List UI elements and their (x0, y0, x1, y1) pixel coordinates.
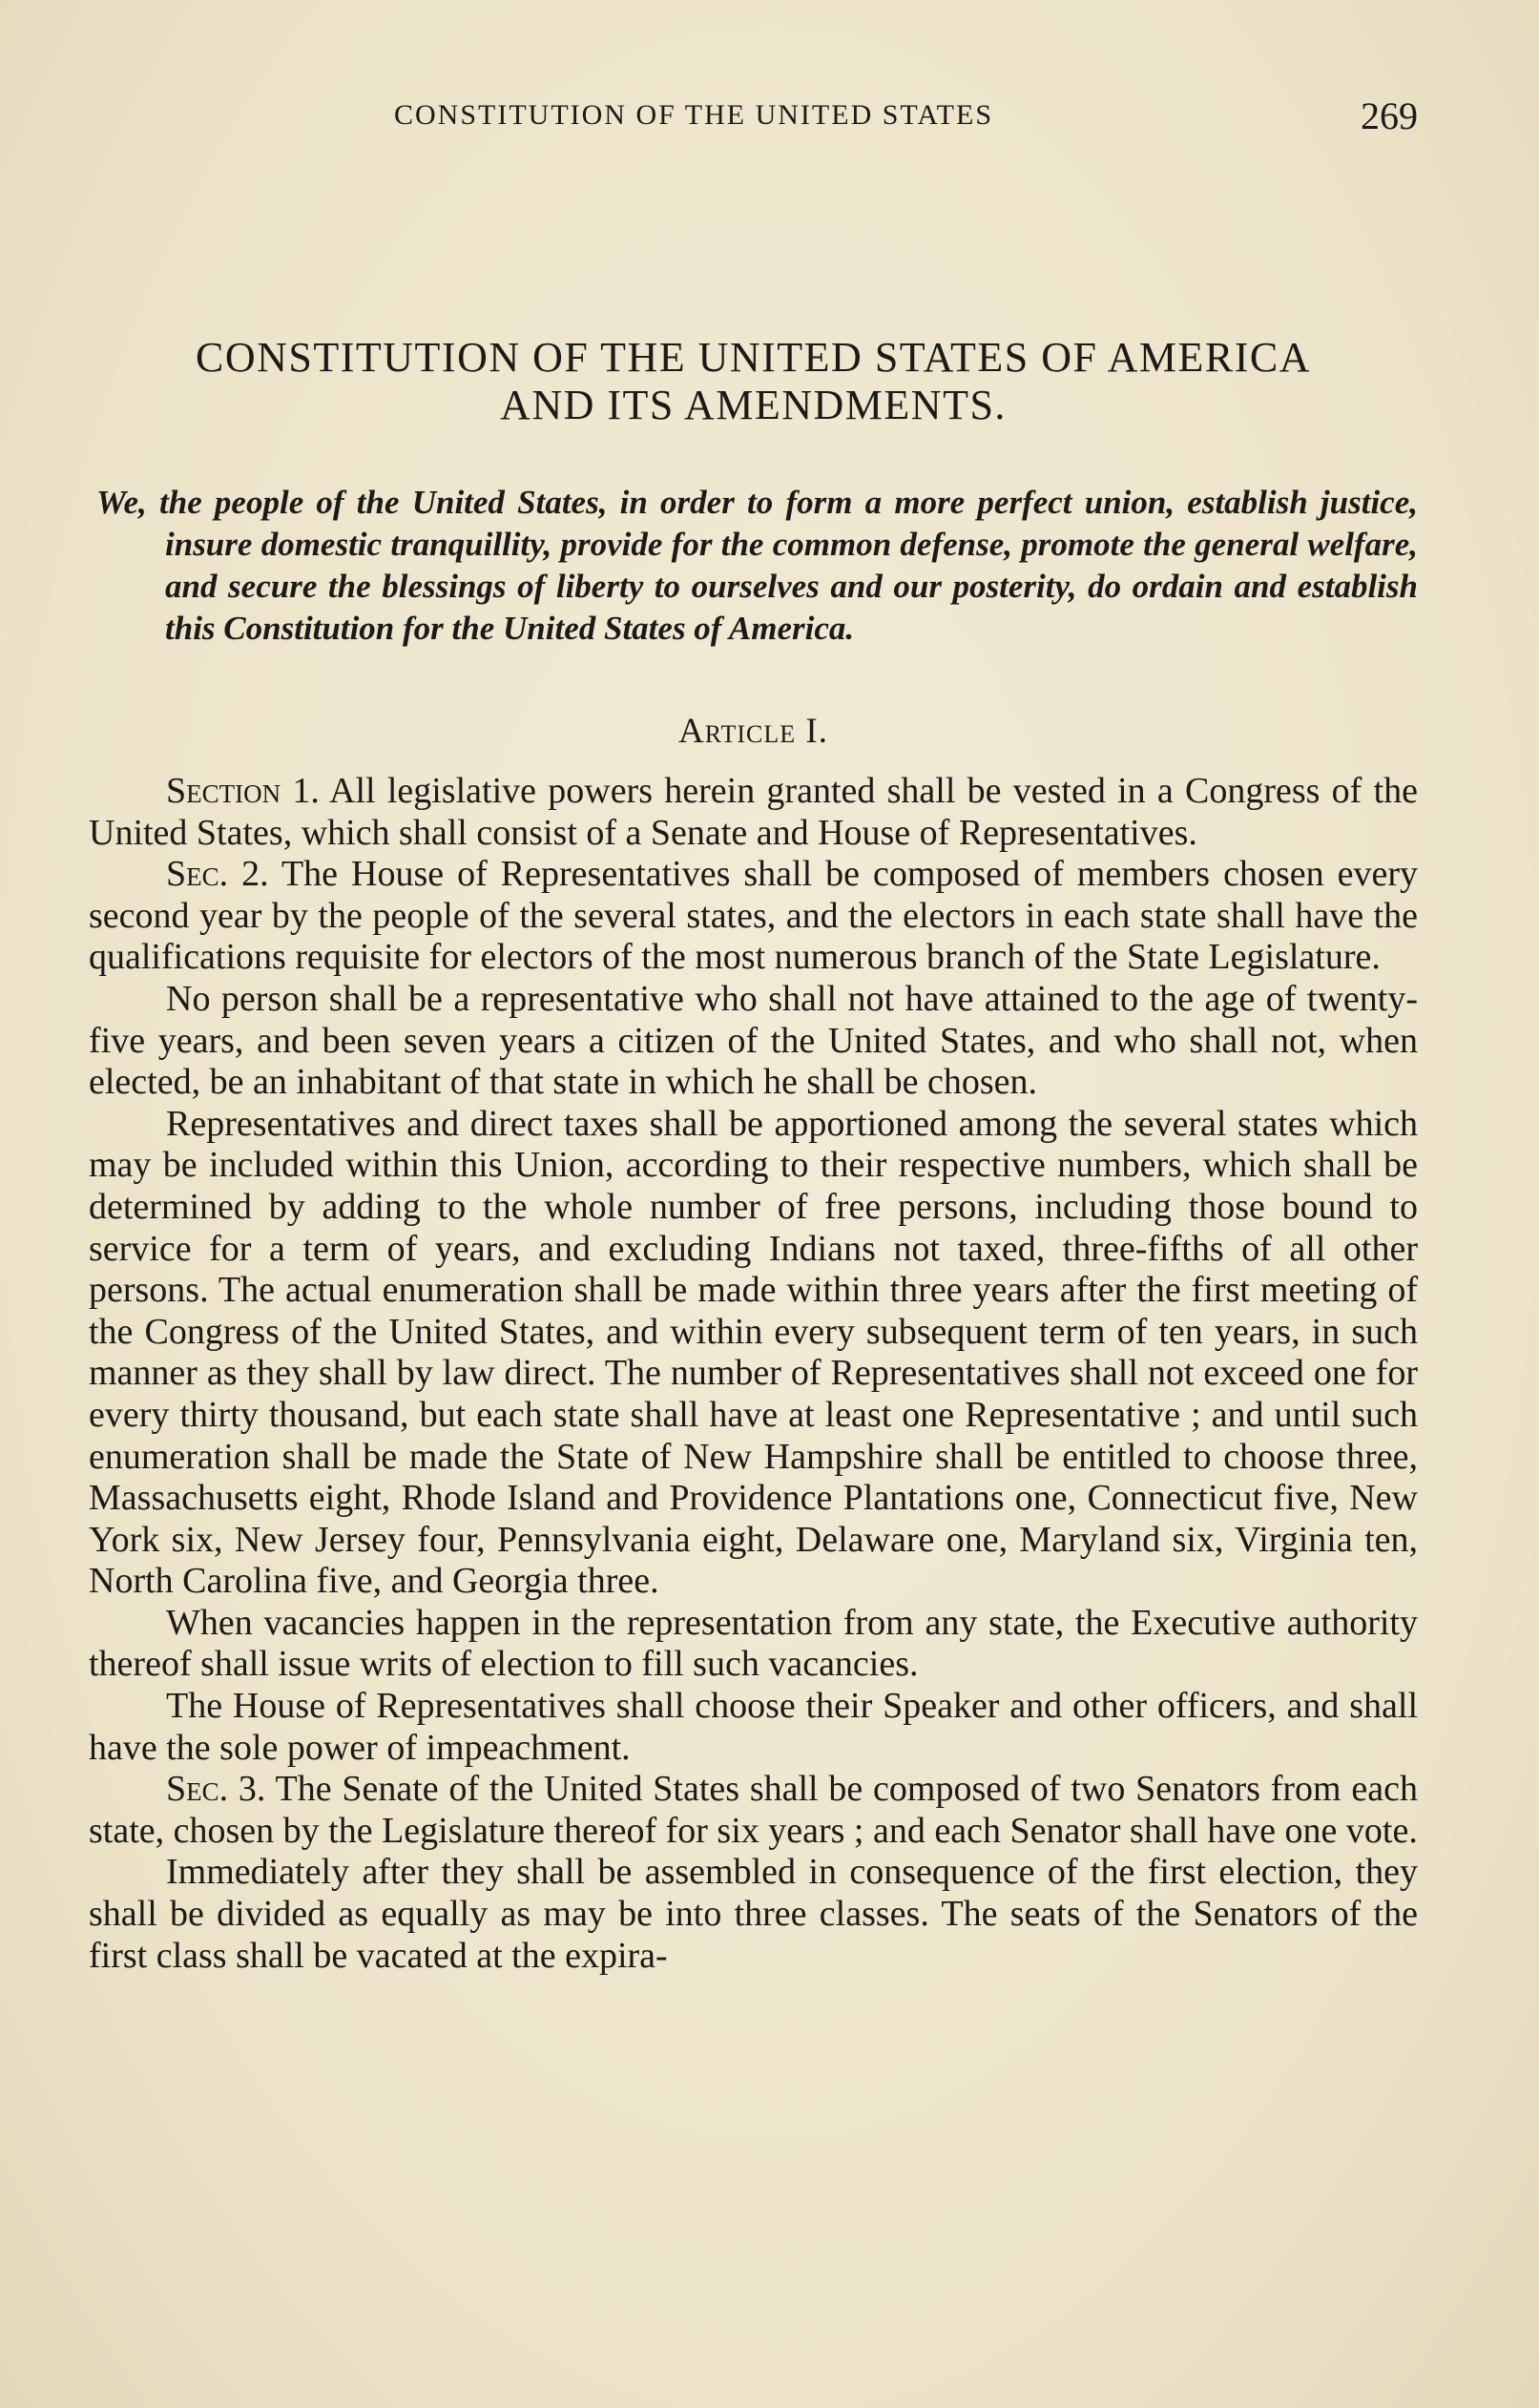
paragraph (89, 979, 1418, 1104)
paragraph (89, 1603, 1418, 1686)
running-title: CONSTITUTION OF THE UNITED STATES (394, 99, 994, 131)
paragraph (89, 854, 1418, 979)
preamble: We, the people of the United States, in order to form a more perfect union, establish justice, insure domestic tranquillity, provide for the common defense, promote the general welfare, and secure the blessings of liberty to ourselves and our posterity, do ordain and establish this Constitution for the United States of America. (96, 484, 1418, 647)
paragraph-text: Immediately after they shall be assembled in consequence of the first election, they shall be divided as equally as may be into three classes. The seats of the Senators of the first class shall be vacated at the expira- (89, 1852, 1418, 1976)
paragraph-text: The Senate of the United States shall be composed of two Senators from each state, chosen by the Legislature thereof for six years ; and each Senator shall have one vote. (89, 1769, 1418, 1851)
paragraph (89, 1852, 1418, 1977)
paragraph (89, 771, 1418, 854)
paragraph-text: The House of Representatives shall be composed of members chosen every second year by the people of the several states, and the electors in each state shall have the qualifications requisite for electors of the most numerous branch of the State Legislature. (89, 854, 1418, 978)
paragraph-text: The House of Representatives shall choose their Speaker and other officers, and shall have the sole power of impeachment. (89, 1686, 1418, 1768)
document-title-line-2: AND ITS AMENDMENTS. (500, 382, 1007, 428)
section-label: Sec. 2. (166, 854, 269, 895)
paragraph (89, 1686, 1418, 1769)
document-title-line-1: CONSTITUTION OF THE UNITED STATES OF AMERICA (195, 334, 1311, 381)
section-label: Section 1. (166, 771, 320, 811)
paragraph (89, 1104, 1418, 1603)
page-number: 269 (1361, 94, 1418, 137)
paragraph-text: When vacancies happen in the representation from any state, the Executive authority thereof shall issue writs of election to fill such vacancies. (89, 1602, 1418, 1685)
document-title (89, 334, 1418, 429)
paragraph (89, 1769, 1418, 1852)
running-head (89, 94, 1418, 137)
section-label: Sec. 3. (166, 1769, 266, 1810)
article-body (89, 771, 1418, 1977)
paragraph-text: Representatives and direct taxes shall be apportioned among the several states which may be included within this Union, according to their respective numbers, which shall be determined by adding to the whole number of free persons, including those bound to service for a term of years, and excluding Indians not taxed, three-fifths of all other persons. The actual enumeration shall be made within three years after the first meeting of the Congress of the United States, and within every subsequent term of ten years, in such manner as they shall by law direct. The number of Representatives shall not exceed one for every thirty thousand, but each state shall have at least one Representative ; and until such enumeration shall be made the State of New Hampshire shall be entitled to choose three, Massachusetts eight, Rhode Island and Providence Plantations one, Connecticut five, New York six, New Jersey four, Pennsylvania eight, Delaware one, Maryland six, Virginia ten, North Carolina five, and Georgia three. (89, 1103, 1418, 1602)
paragraph-text: All legislative powers herein granted shall be vested in a Congress of the United States, which shall consist of a Senate and House of Representatives. (89, 771, 1419, 853)
article-heading: Article I. (678, 712, 828, 751)
paragraph-text: No person shall be a representative who shall not have attained to the age of twenty-five years, and been seven years a citizen of the United States, and who shall not, when elected, be an inhabitant of that state in which he shall be chosen. (89, 978, 1418, 1103)
